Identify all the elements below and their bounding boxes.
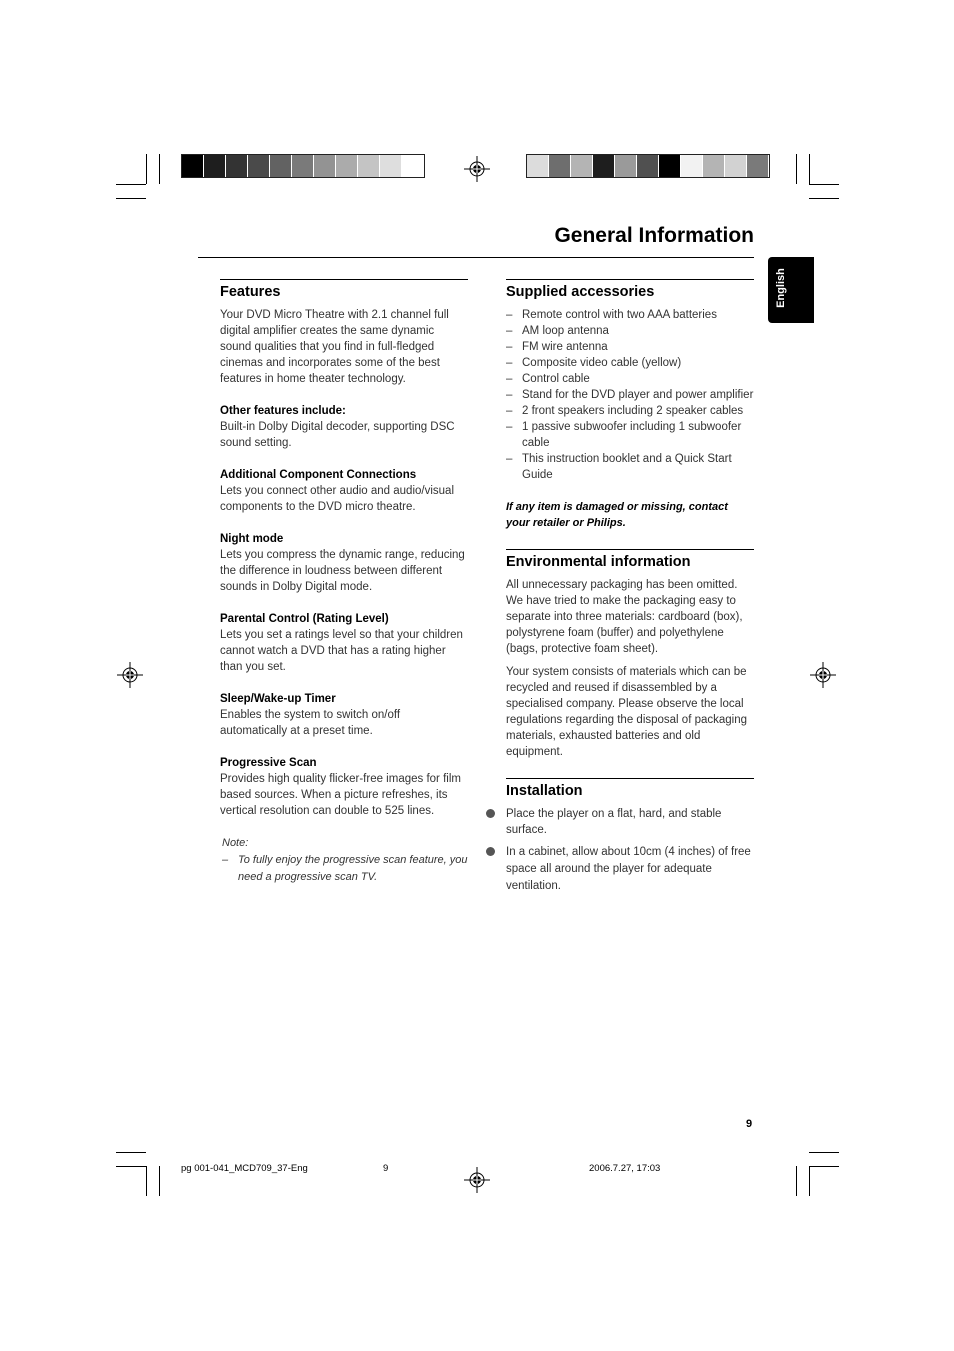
dash-marker: –	[222, 854, 229, 866]
color-swatch	[314, 155, 336, 177]
environment-paragraph: Your system consists of materials which can be recycled and reused if disassembled by a specialised company. Please observe the local regulations regarding the disposal of packaging materials, exhausted batteries and old equipment.	[506, 666, 748, 758]
crop-mark	[116, 1166, 146, 1167]
crop-mark	[116, 198, 146, 199]
features-intro: Your DVD Micro Theatre with 2.1 channel full digital amplifier creates the same dynamic sound qualities that you find in full-fledged cinemas and incorporates some of the best features in home theater technology.	[220, 309, 449, 385]
color-swatch	[270, 155, 292, 177]
dash-marker: –	[506, 357, 513, 369]
color-swatch	[681, 155, 703, 177]
list-item	[506, 339, 754, 355]
list-item	[506, 403, 754, 419]
color-swatch	[358, 155, 380, 177]
damage-warning: If any item is damaged or missing, contact your retailer or Philips.	[506, 501, 728, 529]
registration-mark-icon	[464, 156, 490, 182]
feature-item	[220, 531, 468, 595]
color-swatch	[549, 155, 571, 177]
list-item	[506, 844, 754, 895]
section-divider	[506, 549, 754, 550]
installation-heading: Installation	[506, 783, 583, 799]
color-swatch	[703, 155, 725, 177]
note-item	[222, 852, 468, 886]
list-item-text: FM wire antenna	[522, 341, 608, 353]
color-swatch	[571, 155, 593, 177]
list-item	[506, 307, 754, 323]
registration-mark-icon	[810, 662, 836, 688]
crop-mark	[796, 154, 797, 184]
footer-page: 9	[383, 1163, 389, 1174]
color-swatch	[204, 155, 226, 177]
page-title: General Information	[554, 224, 754, 247]
dash-marker: –	[506, 421, 513, 433]
color-swatch	[659, 155, 681, 177]
feature-text: Enables the system to switch on/off automatically at a preset time.	[220, 709, 401, 737]
crop-mark	[146, 1166, 147, 1196]
list-item	[506, 323, 754, 339]
crop-mark	[809, 184, 839, 185]
feature-title: Progressive Scan	[220, 757, 317, 769]
section-divider	[506, 778, 754, 779]
section-divider	[220, 279, 468, 280]
crop-mark	[159, 154, 160, 184]
right-column	[506, 279, 754, 901]
note-box	[220, 835, 468, 886]
crop-mark	[809, 1152, 839, 1153]
feature-text: Provides high quality flicker-free images for film based sources. When a picture refreshes, its vertical resolution can double to 525 lines.	[220, 773, 461, 817]
list-item-text: 2 front speakers including 2 speaker cables	[522, 405, 744, 417]
list-item-text: Stand for the DVD player and power amplifier	[522, 389, 754, 401]
registration-mark-icon	[117, 662, 143, 688]
accessories-heading: Supplied accessories	[506, 284, 655, 300]
feature-title: Other features include:	[220, 405, 346, 417]
list-item	[506, 451, 754, 483]
color-swatch	[593, 155, 615, 177]
crop-mark	[796, 1166, 797, 1196]
color-swatch	[226, 155, 248, 177]
section-divider	[506, 279, 754, 280]
environment-heading: Environmental information	[506, 554, 691, 570]
color-calibration-bar-left	[181, 154, 425, 178]
color-swatch	[248, 155, 270, 177]
environment-paragraph: All unnecessary packaging has been omitted. We have tried to make the packaging easy to separate into three materials: cardboard (box), polystyrene foam (buffer) and polyethylene (bags, protective foam sheet).	[506, 579, 743, 655]
color-swatch	[725, 155, 747, 177]
list-item-text: 1 passive subwoofer including 1 subwoofer cable	[522, 421, 742, 449]
list-item-text: AM loop antenna	[522, 325, 609, 337]
feature-text: Lets you compress the dynamic range, reducing the difference in loudness between different sounds in Dolby Digital mode.	[220, 549, 465, 593]
title-divider	[198, 257, 754, 258]
note-label: Note:	[222, 837, 249, 849]
feature-title: Parental Control (Rating Level)	[220, 613, 389, 625]
feature-item	[220, 403, 468, 451]
crop-mark	[809, 1166, 839, 1167]
color-swatch	[380, 155, 402, 177]
features-heading: Features	[220, 284, 281, 300]
list-item-text: Composite video cable (yellow)	[522, 357, 682, 369]
color-swatch	[182, 155, 204, 177]
list-item	[506, 355, 754, 371]
feature-item	[220, 755, 468, 819]
crop-mark	[116, 1152, 146, 1153]
feature-title: Night mode	[220, 533, 284, 545]
dash-marker: –	[506, 389, 513, 401]
feature-text: Lets you connect other audio and audio/visual components to the DVD micro theatre.	[220, 485, 454, 513]
dash-marker: –	[506, 325, 513, 337]
dash-marker: –	[506, 453, 513, 465]
crop-mark	[146, 154, 147, 184]
dash-marker: –	[506, 405, 513, 417]
feature-item	[220, 467, 468, 515]
list-item-text: In a cabinet, allow about 10cm (4 inches) of free space all around the player for adequate ventilation.	[506, 846, 751, 892]
list-item	[506, 371, 754, 387]
left-column	[220, 279, 468, 886]
color-calibration-bar-right	[526, 154, 770, 178]
crop-mark	[809, 154, 810, 184]
accessories-list	[506, 307, 754, 483]
registration-mark-icon	[464, 1167, 490, 1193]
list-item-text: Place the player on a flat, hard, and stable surface.	[506, 808, 722, 836]
list-item-text: Remote control with two AAA batteries	[522, 309, 717, 321]
note-text: To fully enjoy the progressive scan feature, you need a progressive scan TV.	[238, 854, 468, 883]
feature-text: Built-in Dolby Digital decoder, supporting DSC sound setting.	[220, 421, 455, 449]
color-swatch	[615, 155, 637, 177]
list-item-text: This instruction booklet and a Quick Start Guide	[522, 453, 732, 481]
dash-marker: –	[506, 341, 513, 353]
footer-filename: pg 001-041_MCD709_37-Eng	[181, 1163, 308, 1174]
crop-mark	[809, 1166, 810, 1196]
list-item	[506, 806, 754, 838]
dash-marker: –	[506, 373, 513, 385]
color-swatch	[637, 155, 659, 177]
crop-mark	[159, 1166, 160, 1196]
feature-item	[220, 611, 468, 675]
list-item-text: Control cable	[522, 373, 590, 385]
feature-title: Sleep/Wake-up Timer	[220, 693, 336, 705]
bullet-icon	[486, 809, 495, 818]
language-tab-label: English	[775, 268, 787, 308]
crop-mark	[809, 198, 839, 199]
feature-item	[220, 691, 468, 739]
crop-mark	[116, 184, 146, 185]
feature-title: Additional Component Connections	[220, 469, 417, 481]
feature-text: Lets you set a ratings level so that your children cannot watch a DVD that has a rating higher than you set.	[220, 629, 463, 673]
bullet-icon	[486, 847, 495, 856]
footer-date: 2006.7.27, 17:03	[589, 1163, 661, 1174]
list-item	[506, 419, 754, 451]
page-number: 9	[746, 1118, 753, 1130]
color-swatch	[527, 155, 549, 177]
color-swatch	[402, 155, 424, 177]
color-swatch	[336, 155, 358, 177]
color-swatch	[747, 155, 769, 177]
list-item	[506, 387, 754, 403]
color-swatch	[292, 155, 314, 177]
dash-marker: –	[506, 309, 513, 321]
